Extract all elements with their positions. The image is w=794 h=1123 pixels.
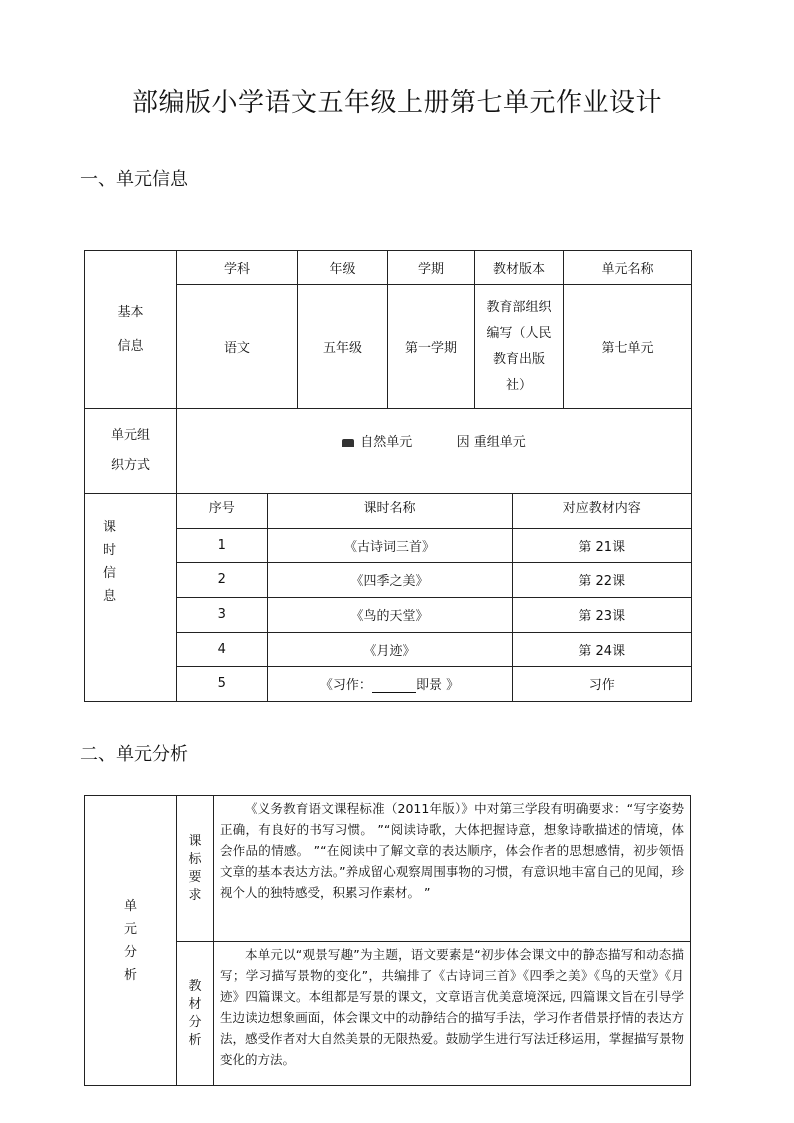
- lesson-row-no: 5: [177, 666, 267, 701]
- value-term: 第一学期: [388, 285, 475, 409]
- value-grade: 五年级: [298, 285, 388, 409]
- standard-text: 《义务教育语文课程标准（2011年版）》中对第三学段有明确要求：“写字姿势正确，有良好的书写习惯。 ”“阅读诗歌，大体把握诗意，想象诗歌描述的情境，体会作品的情感。 ”“在阅读中了解文章的表达顺序，体会作者的思想感情，初步领悟文章的基本表达方法。”养成留心观察周围事物的习惯，有意识地丰富自己的见闻，珍视个人的独特感受，积累习作素材。 ”: [214, 796, 691, 942]
- analysis-label: 单 元 分 析: [85, 796, 177, 1086]
- lesson-row-name: 《四季之美》: [267, 562, 512, 597]
- lesson-header-content: 对应教材内容: [512, 494, 691, 528]
- lesson-row-no: 2: [177, 562, 267, 597]
- unit-info-table: [84, 250, 692, 702]
- value-subject: 语文: [177, 285, 298, 409]
- option-natural-unit: 自然单元: [360, 435, 413, 450]
- option-regroup-unit: 重组单元: [473, 435, 526, 450]
- lesson-info-label: 课 时 信 息: [85, 494, 177, 702]
- value-textbook: 教育部组织 编写（人民 教育出版 社）: [475, 285, 564, 409]
- lesson-row-name: 《鸟的天堂》: [267, 597, 512, 632]
- textbook-analysis-text: 本单元以“观景写趣”为主题，语文要素是“初步体会课文中的静态描写和动态描写；学习描写景物的变化”，共编排了《古诗词三首》《四季之美》《鸟的天堂》《月迹》四篇课文。本组都是写景的课文，文章语言优美意境深远, 四篇课文旨在引导学生边读边想象画面，体会课文中的动静结合的描写手法，学习作者借景抒情的表达方法，感受作者对大自然美景的无限热爱。鼓励学生进行写法迁移运用，掌握描写景物变化的方法。: [214, 942, 691, 1086]
- option-regroup-mark: 因: [456, 435, 470, 450]
- section-heading-unit-analysis: 二、单元分析: [80, 744, 188, 765]
- page-title: 部编版小学语文五年级上册第七单元作业设计: [131, 88, 662, 118]
- unit-analysis-table: [84, 795, 691, 1086]
- lesson-row-content: 第 23课: [512, 597, 691, 632]
- lesson-row-name: 《古诗词三首》: [267, 528, 512, 562]
- lesson-row-no: 4: [177, 632, 267, 666]
- lesson-row-name: 《月迹》: [267, 632, 512, 666]
- standard-label: 课 标 要 求: [177, 796, 214, 942]
- lesson-row-no: 1: [177, 528, 267, 562]
- lesson-row-no: 3: [177, 597, 267, 632]
- basic-info-label: 基本 信息: [85, 251, 177, 409]
- fill-in-blank[interactable]: [372, 680, 416, 693]
- value-unit-name: 第七单元: [564, 285, 692, 409]
- checked-box-icon: [342, 439, 354, 447]
- textbook-analysis-label: 教 材 分 析: [177, 942, 214, 1086]
- header-term: 学期: [388, 251, 475, 285]
- lesson-row-content: 第 24课: [512, 632, 691, 666]
- lesson-table-container: [177, 494, 692, 702]
- lesson-table: [177, 494, 691, 701]
- lesson-row-name: 《习作： 即景 》: [267, 666, 512, 701]
- header-grade: 年级: [298, 251, 388, 285]
- header-textbook: 教材版本: [475, 251, 564, 285]
- lesson-row-content: 习作: [588, 678, 615, 694]
- organization-options: [177, 409, 692, 494]
- lesson-row-content: 第 22课: [512, 562, 691, 597]
- lesson-header-no: 序号: [177, 494, 267, 528]
- lesson-row-content: 第 21课: [512, 528, 691, 562]
- header-unit-name: 单元名称: [564, 251, 692, 285]
- organization-label: 单元组 织方式: [85, 409, 177, 494]
- header-subject: 学科: [177, 251, 298, 285]
- section-heading-unit-info: 一、单元信息: [80, 169, 188, 190]
- lesson-header-name: 课时名称: [267, 494, 512, 528]
